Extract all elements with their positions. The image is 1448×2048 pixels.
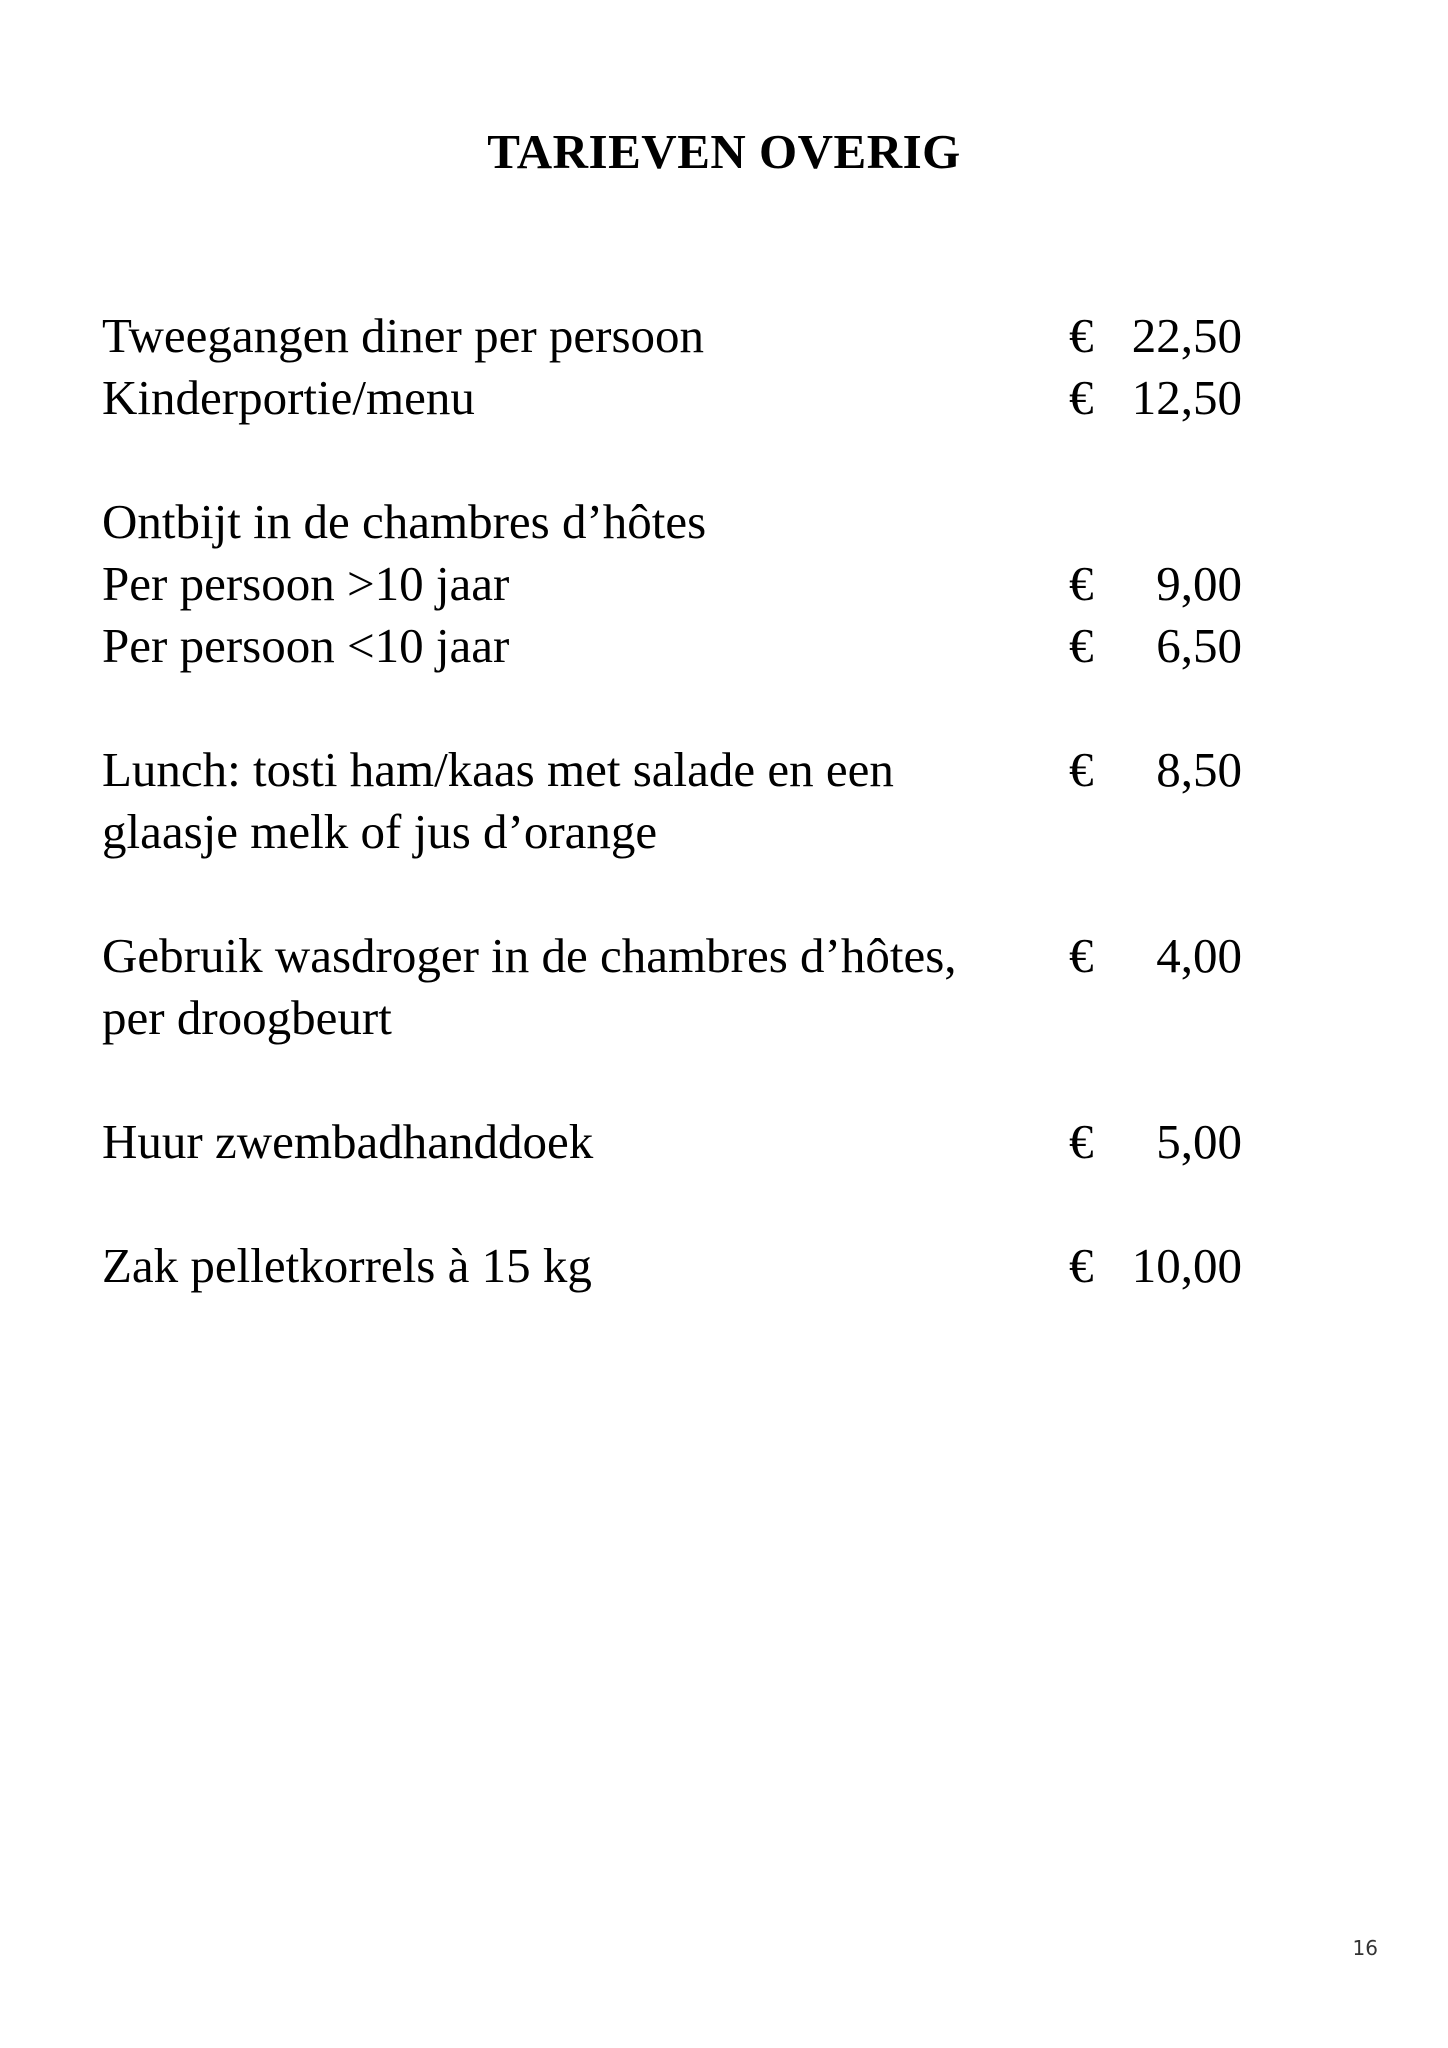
price-line	[102, 987, 1242, 1049]
price-line	[102, 615, 1242, 677]
price-amount: 6,50	[1156, 618, 1242, 673]
price-amount: 5,00	[1156, 1114, 1242, 1169]
item-price	[1069, 1111, 1242, 1173]
item-label: glaasje melk of jus d’orange	[102, 804, 658, 859]
price-group-dryer	[102, 925, 1242, 1049]
euro-symbol: €	[1069, 742, 1094, 797]
item-label: Zak pelletkorrels à 15 kg	[102, 1238, 592, 1293]
euro-symbol: €	[1069, 1114, 1094, 1169]
item-price	[1069, 553, 1242, 615]
price-amount: 8,50	[1156, 742, 1242, 797]
price-group-towel	[102, 1111, 1242, 1173]
item-price	[1069, 925, 1242, 987]
item-label: Huur zwembadhanddoek	[102, 1114, 594, 1169]
item-label: Per persoon <10 jaar	[102, 618, 510, 673]
price-line	[102, 925, 1242, 987]
item-price	[1069, 305, 1242, 367]
price-line	[102, 367, 1242, 429]
page-title: TARIEVEN OVERIG	[487, 124, 961, 179]
item-label: Ontbijt in de chambres d’hôtes	[102, 494, 707, 549]
item-label: per droogbeurt	[102, 990, 392, 1045]
item-label: Kinderportie/menu	[102, 370, 475, 425]
price-amount: 4,00	[1156, 928, 1242, 983]
item-price	[1069, 739, 1242, 801]
item-price	[1069, 1235, 1242, 1297]
price-line	[102, 1235, 1242, 1297]
price-line	[102, 553, 1242, 615]
euro-symbol: €	[1069, 308, 1094, 363]
item-label: Per persoon >10 jaar	[102, 556, 510, 611]
price-amount: 9,00	[1156, 556, 1242, 611]
euro-symbol: €	[1069, 618, 1094, 673]
item-label: Lunch: tosti ham/kaas met salade en een	[102, 742, 894, 797]
item-label: Tweegangen diner per persoon	[102, 308, 705, 363]
page-number: 16	[1352, 1936, 1378, 1960]
price-group-pellets	[102, 1235, 1242, 1297]
price-list	[102, 305, 1242, 1359]
euro-symbol: €	[1069, 556, 1094, 611]
euro-symbol: €	[1069, 370, 1094, 425]
price-amount: 22,50	[1131, 308, 1242, 363]
price-amount: 12,50	[1131, 370, 1242, 425]
item-price	[1069, 615, 1242, 677]
price-line	[102, 491, 1242, 553]
price-group-dinner	[102, 305, 1242, 429]
price-line	[102, 1111, 1242, 1173]
price-line	[102, 801, 1242, 863]
price-group-breakfast	[102, 491, 1242, 677]
price-line	[102, 739, 1242, 801]
item-price	[1069, 367, 1242, 429]
item-label: Gebruik wasdroger in de chambres d’hôtes,	[102, 928, 957, 983]
price-line	[102, 305, 1242, 367]
price-group-lunch	[102, 739, 1242, 863]
euro-symbol: €	[1069, 928, 1094, 983]
price-amount: 10,00	[1131, 1238, 1242, 1293]
euro-symbol: €	[1069, 1238, 1094, 1293]
